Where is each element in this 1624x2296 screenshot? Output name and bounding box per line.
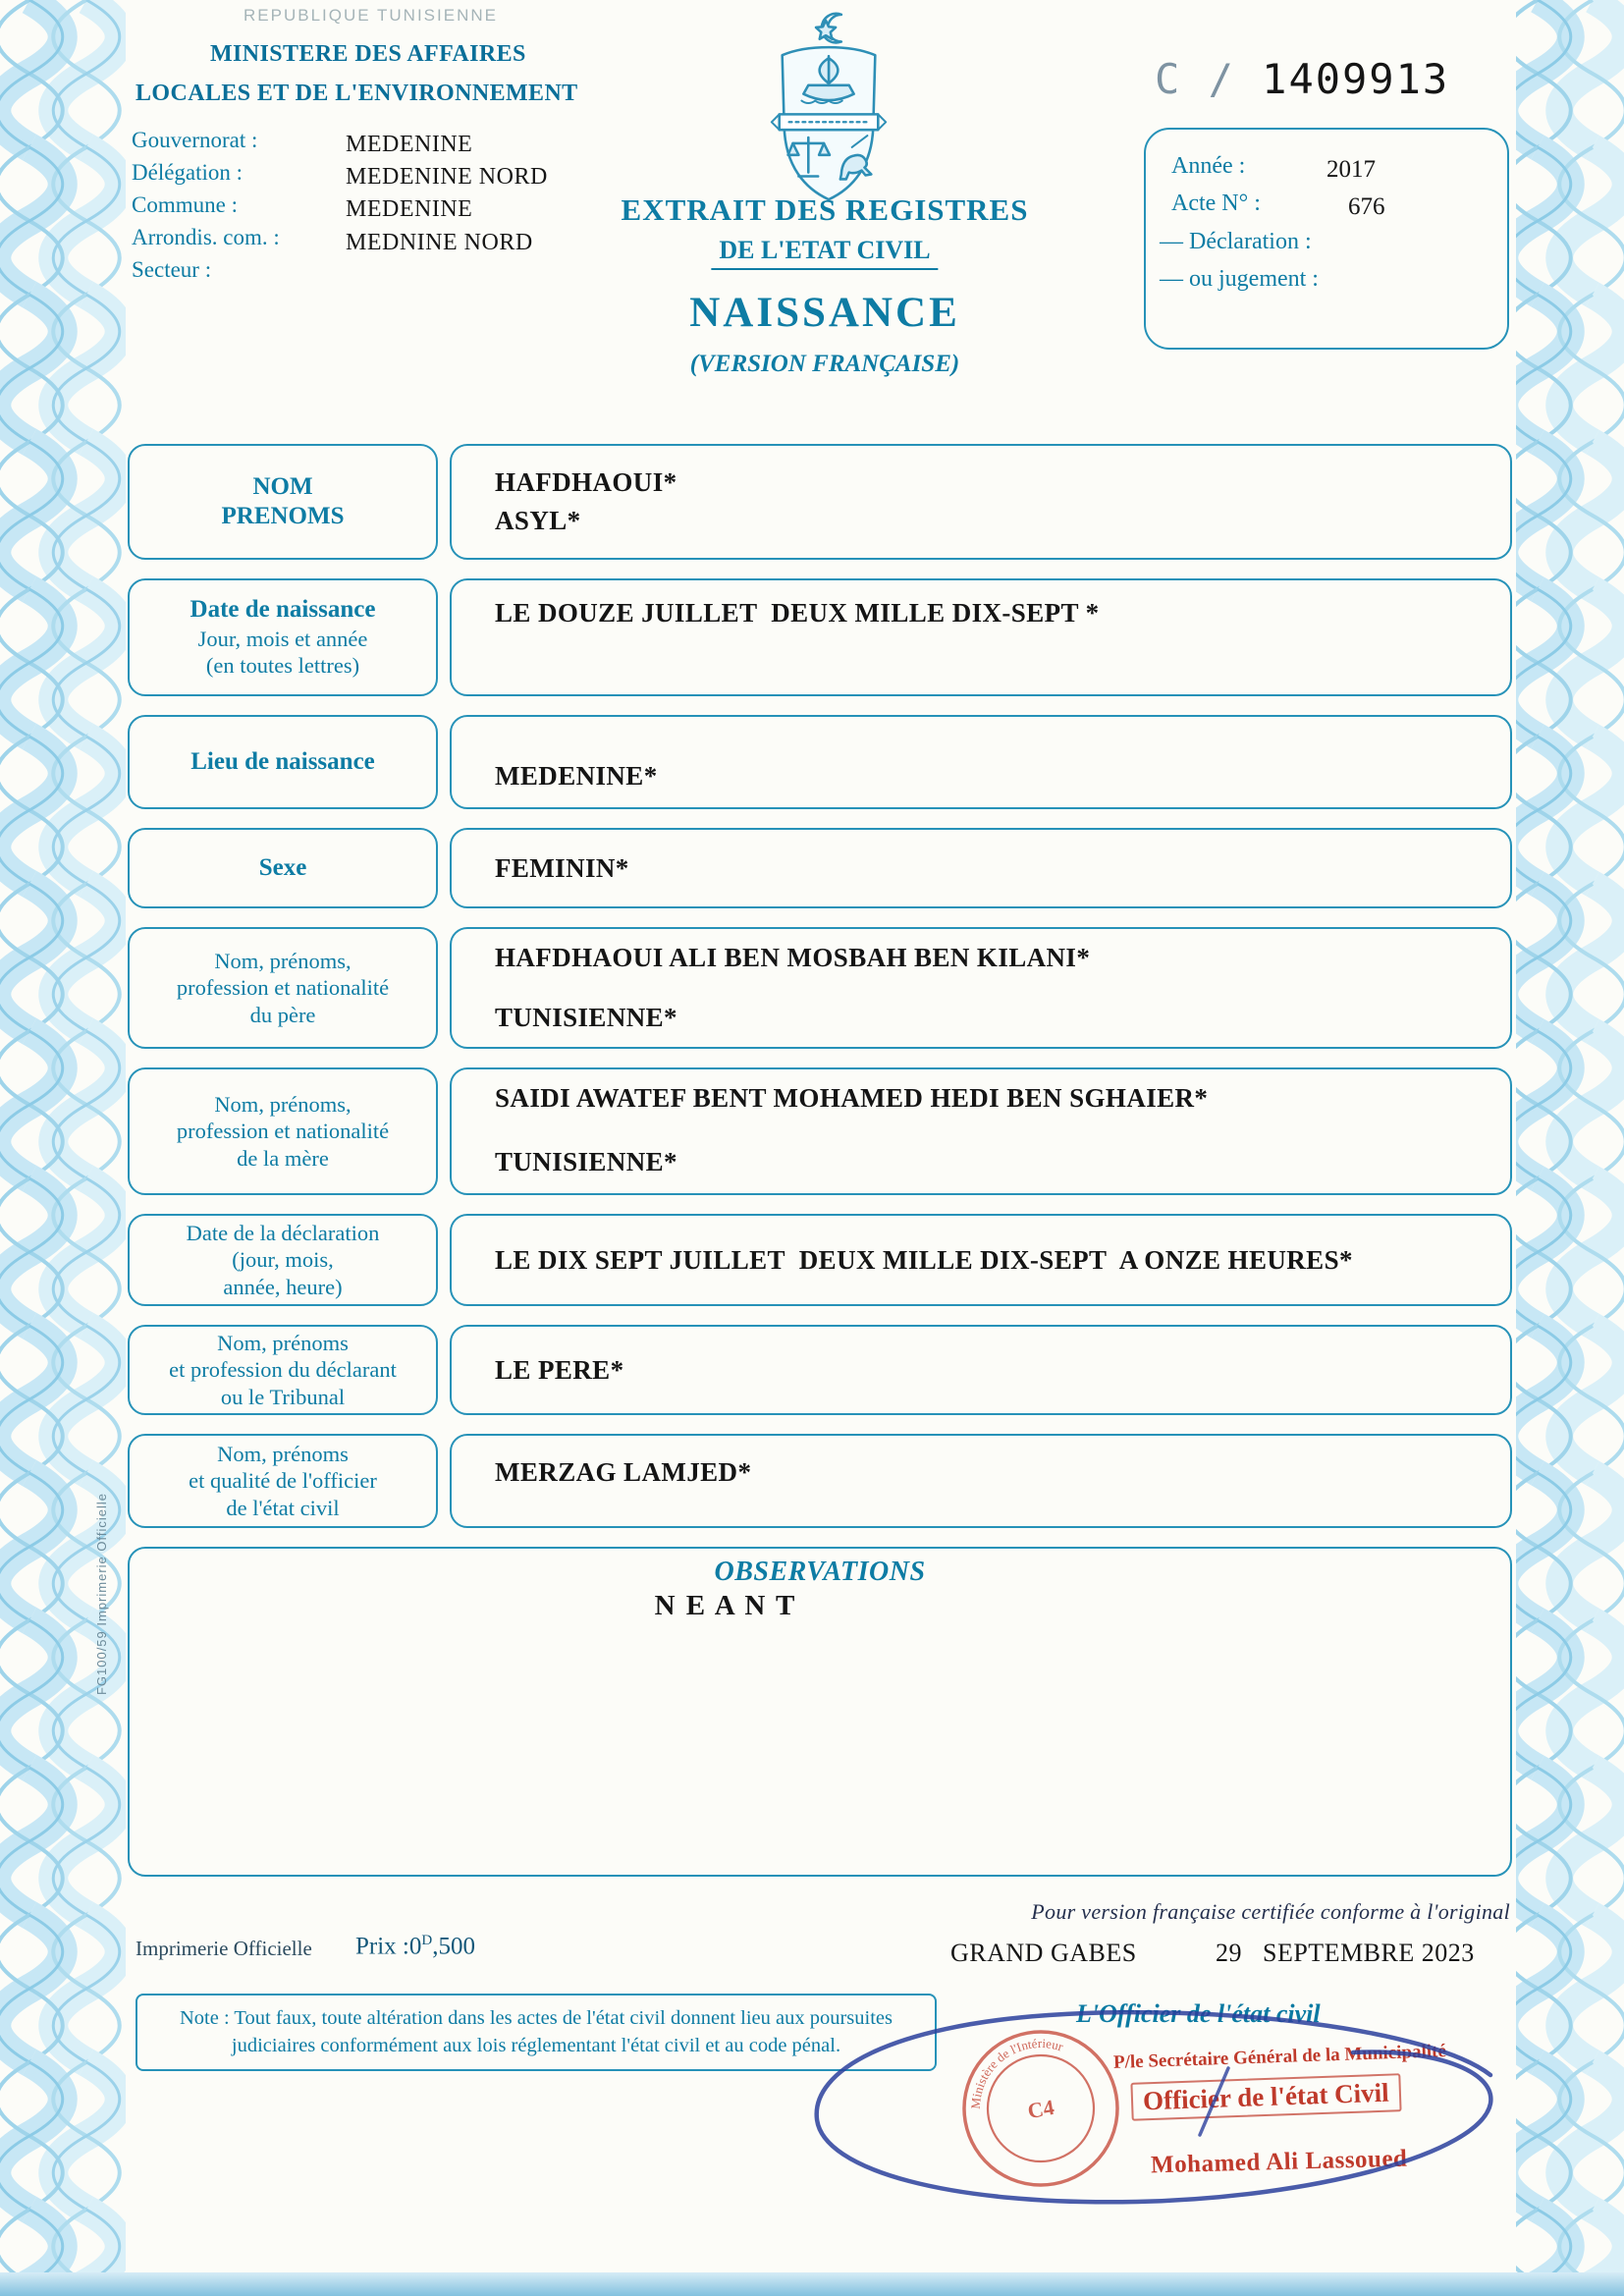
field-label-line: NOM [252,472,313,500]
serial-digits: 1409913 [1262,55,1450,103]
issue-date: 29 SEPTEMBRE 2023 [1216,1939,1475,1967]
prenom-value: ASYL* [495,506,581,535]
printer-reference-vertical: FG100/59 Imprimerie Officielle [94,1493,109,1696]
issue-place: GRAND GABES [950,1939,1137,1967]
ministry-line-1: MINISTERE DES AFFAIRES [210,41,526,67]
form-row-lieu-naissance [128,715,1512,809]
stamp-text-name: Mohamed Ali Lassoued [1150,2145,1408,2179]
certificate-footer [128,1891,1512,2284]
form-row-pere [128,927,1512,1049]
stamp-center-text: C4 [1025,2094,1056,2124]
stamp-text-delegation: P/le Secrétaire Général de la Municipalité [1112,2041,1447,2073]
legal-note: Note : Tout faux, toute altération dans les actes de l'état civil donnent lieu aux poursuites judiciaires conformément aux lois réglementant l'état civil et au code pénal. [135,1994,937,2071]
secteur-label: Secteur : [132,257,212,282]
form-row-nom-prenoms [128,444,1512,560]
field-label-box [128,1434,438,1528]
annee-value: 2017 [1326,156,1376,183]
delegation-value: MEDENINE NORD [346,164,548,190]
commune-value: MEDENINE [346,196,473,222]
field-label-box [128,1067,438,1195]
field-label-line: (en toutes lettres) [205,653,360,679]
serial-number [1155,55,1449,103]
form-row-mere [128,1067,1512,1195]
field-value-box [450,927,1512,1049]
field-label-box [128,1325,438,1415]
form-rows [128,444,1512,1877]
field-label-line: Nom, prénoms, [214,948,352,973]
lieu-naissance-value: MEDENINE* [495,761,658,791]
guilloche-border-right [1516,0,1624,2296]
field-value-box [450,578,1512,696]
field-label-line: Nom, prénoms [217,1330,349,1355]
jugement-label: — ou jugement : [1160,266,1319,292]
field-label-box [128,715,438,809]
field-label-box [128,578,438,696]
field-label-line: Jour, mois et année [197,626,368,651]
field-label-line: (jour, mois, [232,1247,334,1273]
field-value-box [450,828,1512,908]
republic-title: REPUBLIQUE TUNISIENNE [244,6,498,25]
stamp-ring-text: Ministère de l'Intérieur [967,2035,1065,2110]
field-label-line: du père [249,1002,316,1027]
field-label-line: ou le Tribunal [220,1384,346,1409]
field-value-box [450,1434,1512,1528]
field-value-box [450,1325,1512,1415]
observations-value: N E A N T [654,1590,797,1621]
form-row-officier [128,1434,1512,1528]
field-label-line: de l'état civil [226,1495,340,1520]
document-title-version: (VERSION FRANÇAISE) [689,351,960,377]
acte-number-value: 676 [1348,193,1385,220]
ministry-line-2: LOCALES ET DE L'ENVIRONNEMENT [135,81,578,106]
declarant-value: LE PERE* [495,1354,624,1385]
field-label-line: Lieu de naissance [190,747,375,775]
tunisia-coat-of-arms-icon [756,2,901,210]
field-value-box [450,1067,1512,1195]
observations-title: OBSERVATIONS [714,1557,926,1587]
officer-title: L'Officier de l'état civil [1076,1999,1321,2028]
pere-nom-value: HAFDHAOUI ALI BEN MOSBAH BEN KILANI* [495,943,1091,972]
imprimerie-label: Imprimerie Officielle [135,1937,312,1960]
arrondissement-value: MEDNINE NORD [346,230,533,255]
certificate-page [128,0,1512,2296]
serial-prefix: C / [1155,55,1235,103]
form-row-sexe [128,828,1512,908]
field-label-box [128,927,438,1049]
document-title-naissance: NAISSANCE [689,290,960,336]
field-label-line: Date de naissance [189,596,376,624]
certificate-header [128,0,1512,444]
field-label-line: Nom, prénoms, [214,1091,352,1117]
field-value-box [450,715,1512,809]
field-label-line: Date de la déclaration [186,1220,380,1245]
field-label-line: profession et nationalité [176,975,390,1001]
price-suffix: ,500 [432,1933,475,1960]
arrondissement-label: Arrondis. com. : [132,225,280,249]
field-label-line: PRENOMS [221,503,345,529]
pere-nationalite-value: TUNISIENNE* [495,1003,677,1032]
field-value-box [450,1214,1512,1306]
sexe-value: FEMININ* [495,852,629,883]
officier-value: MERZAG LAMJED* [495,1457,752,1487]
nom-value: HAFDHAOUI* [495,467,677,497]
gouvernorat-value: MEDENINE [346,132,473,157]
mere-nationalite-value: TUNISIENNE* [495,1147,677,1176]
field-label-box [128,1214,438,1306]
field-label-line: et qualité de l'officier [189,1468,377,1494]
date-naissance-value: LE DOUZE JUILLET DEUX MILLE DIX-SEPT * [495,598,1100,628]
declaration-label: — Déclaration : [1160,229,1312,254]
document-title-line-1: EXTRAIT DES REGISTRES [621,192,1029,227]
acte-reference-box [1144,128,1509,350]
field-label-line: de la mère [237,1145,329,1171]
mere-nom-value: SAIDI AWATEF BENT MOHAMED HEDI BEN SGHAIER* [495,1083,1209,1113]
delegation-label: Délégation : [132,160,244,185]
field-label-line: Sexe [258,853,307,881]
field-label-line: et profession du déclarant [169,1357,397,1383]
field-label-box [128,444,438,560]
date-declaration-value: LE DIX SEPT JUILLET DEUX MILLE DIX-SEPT A ONZE HEURES* [495,1244,1353,1275]
field-label-line: année, heure) [223,1274,343,1299]
annee-label: Année : [1171,153,1246,179]
price-prefix: Prix :0 [355,1933,422,1960]
price-label [355,1933,475,1960]
acte-number-label: Acte N° : [1171,191,1261,216]
gouvernorat-label: Gouvernorat : [132,128,258,152]
price-superscript: D [421,1933,433,1948]
stamp-text-officer: Officier de l'état Civil [1130,2073,1401,2121]
document-title-line-2: DE L'ETAT CIVIL [711,236,938,270]
field-label-line: Nom, prénoms [217,1441,349,1466]
field-value-box [450,444,1512,560]
form-row-date-declaration [128,1214,1512,1306]
signature-icon [803,2001,1530,2237]
guilloche-border-left [0,0,126,2296]
form-row-date-naissance [128,578,1512,696]
field-label-box [128,828,438,908]
observations-box [128,1547,1512,1877]
form-row-declarant [128,1325,1512,1415]
certified-copy-statement: Pour version française certifiée conforme à l'original [1031,1899,1510,1924]
field-label-line: profession et nationalité [176,1119,390,1144]
commune-label: Commune : [132,192,238,217]
